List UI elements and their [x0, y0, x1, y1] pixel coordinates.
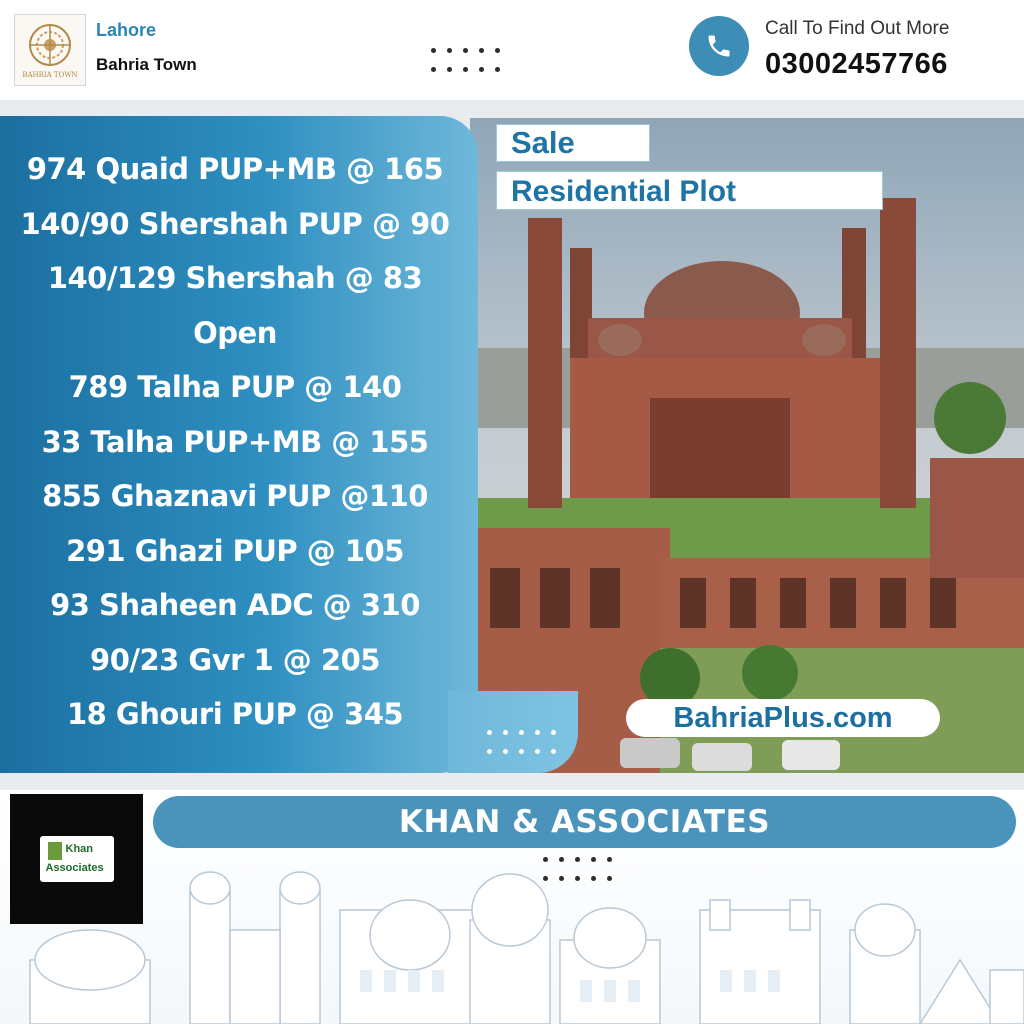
city-label: Lahore [96, 20, 157, 40]
agency-name-banner: KHAN & ASSOCIATES [153, 796, 1016, 848]
decorative-dots [487, 730, 556, 754]
call-button[interactable] [689, 16, 749, 76]
area-label: Bahria Town [96, 55, 197, 74]
decorative-dots [543, 857, 612, 881]
agency-logo-line1: Khan [65, 843, 93, 855]
list-item: 140/129 Shershah @ 83 [47, 261, 423, 295]
mosque-photo [470, 118, 1024, 773]
list-item: 789 Talha PUP @ 140 [68, 370, 402, 404]
list-item: 18 Ghouri PUP @ 345 [66, 697, 404, 731]
list-item: 33 Talha PUP+MB @ 155 [41, 424, 429, 459]
website-link[interactable]: BahriaPlus.com [626, 699, 940, 737]
listing-list [0, 142, 470, 742]
phone-number[interactable]: 03002457766 [765, 48, 948, 80]
logo-text: BAHRIA TOWN [22, 71, 78, 79]
list-item: 140/90 Shershah PUP @ 90 [20, 206, 450, 241]
house-icon [48, 842, 62, 860]
list-item: 974 Quaid PUP+MB @ 165 [26, 152, 444, 186]
bahria-town-logo [14, 14, 86, 86]
call-label: Call To Find Out More [765, 18, 950, 39]
agency-logo-line2: Associates [45, 862, 104, 874]
list-item: Open [193, 315, 277, 350]
agency-logo [10, 794, 143, 924]
list-item: 855 Ghaznavi PUP @110 [42, 479, 428, 513]
list-item: 90/23 Gvr 1 @ 205 [90, 642, 380, 677]
purpose-badge: Sale [496, 124, 650, 162]
city-skyline-illustration [0, 850, 1024, 1024]
decorative-dots [431, 48, 500, 72]
phone-icon [705, 32, 733, 60]
bahria-emblem-icon [26, 21, 74, 69]
header [0, 0, 1024, 100]
khan-associates-logo [40, 836, 114, 882]
list-item: 291 Ghazi PUP @ 105 [66, 533, 404, 568]
property-type-badge: Residential Plot [496, 171, 883, 210]
list-item: 93 Shaheen ADC @ 310 [50, 588, 420, 622]
